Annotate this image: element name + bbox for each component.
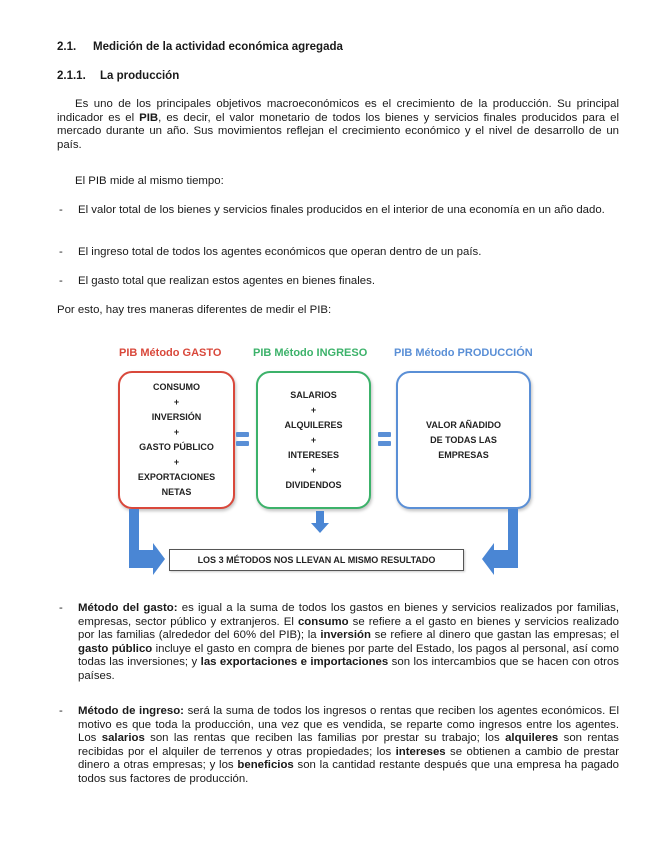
section-heading [57, 41, 343, 53]
text-run: incluye el gasto en compra de bienes por parte del Estado, los pagos al personal, así como todas las inversiones; y [78, 642, 619, 669]
plus-sign: + [310, 404, 317, 415]
box-item: DIVIDENDOS [285, 479, 342, 490]
text-run: son los intercambios que se hacen con otros países. [78, 656, 620, 682]
plus-sign: + [310, 434, 317, 445]
method-gasto-text [78, 602, 619, 684]
list-item-text: El ingreso total de todos los agentes económicos que operan dentro de un país. [78, 246, 482, 258]
intro-text: Es uno de los principales objetivos macroeconómicos es el crecimiento de la producción. Su principal indicador es el [57, 98, 619, 124]
intro-text-end: , es decir, el valor monetario de todos los bienes y servicios finales producidos para el mercado durante un año. Sus movimientos reflejan el crecimiento económico y el nivel de desarrollo de un país. [57, 111, 619, 151]
section-title: Medición de la actividad económica agregada [93, 41, 343, 53]
box-item: EXPORTACIONES [137, 472, 216, 482]
bold-term: Método del gasto: [78, 602, 178, 614]
bold-term: Método de ingreso: [78, 705, 184, 717]
dash-marker: - [59, 602, 63, 614]
right-arrow-icon [482, 509, 518, 575]
plus-sign: + [173, 457, 180, 467]
text-run: será la suma de todos los ingresos o rentas que reciben los agentes económicos. El motivo es que toda la producción, una vez que es vendida, se reparte como ingresos entre los agentes. Los [78, 705, 619, 745]
arrows-layer [113, 343, 536, 583]
box-item: INVERSIÓN [151, 412, 202, 422]
text-run: son rentas recibidas por el alquiler de terrenos y otras propiedades; los [78, 732, 620, 758]
box-line: VALOR AÑADIDO [426, 419, 501, 430]
box-item: CONSUMO [153, 382, 200, 392]
bold-term: intereses [395, 745, 446, 758]
box-item: GASTO PÚBLICO [139, 442, 214, 452]
produccion-title: PIB Método PRODUCCIÓN [394, 347, 533, 359]
section-number: 2.1. [57, 41, 77, 53]
box-item: ALQUILERES [284, 419, 343, 430]
subsection-number: 2.1.1. [57, 70, 86, 82]
bold-term: consumo [297, 615, 349, 628]
bold-term: gasto público [78, 642, 153, 655]
bold-term: salarios [101, 732, 145, 745]
text-run: se refiere a el gasto en bienes y servicios realizado por las familias (alrededor del 60% del PIB); la [78, 615, 619, 642]
box-item: NETAS [161, 487, 192, 497]
ingreso-title: PIB Método INGRESO [253, 347, 368, 359]
dash-marker: - [59, 204, 63, 216]
measures-lead: El PIB mide al mismo tiempo: [75, 175, 224, 187]
dash-marker: - [59, 705, 63, 717]
left-arrow-icon [129, 509, 165, 575]
result-box: LOS 3 MÉTODOS NOS LLEVAN AL MISMO RESULTADO [169, 549, 464, 571]
box-line: EMPRESAS [438, 449, 489, 460]
list-item-text: El valor total de los bienes y servicios finales producidos en el interior de una economía en un año dado. [78, 204, 605, 216]
method-ingreso-text [78, 705, 619, 787]
plus-sign: + [173, 397, 180, 407]
bold-term: las exportaciones e importaciones [200, 656, 389, 669]
subsection-heading [57, 70, 179, 82]
dash-marker: - [59, 246, 63, 258]
pib-methods-diagram [113, 343, 536, 583]
subsection-title: La producción [100, 70, 180, 82]
list-item-text: El gasto total que realizan estos agentes en bienes finales. [78, 275, 375, 287]
bold-term: inversión [320, 629, 371, 642]
methods-lead: Por esto, hay tres maneras diferentes de medir el PIB: [57, 304, 332, 316]
bold-term: beneficios [237, 759, 294, 772]
box-line: DE TODAS LAS [430, 434, 497, 445]
down-arrow-icon [311, 511, 329, 533]
text-run: se refiere al dinero que gastan las empresas; el [370, 629, 620, 642]
box-item: INTERESES [287, 449, 339, 460]
text-run: son la cantidad restante después que una empresa ha pagado todos sus factores de producción. [78, 759, 620, 785]
plus-sign: + [310, 464, 317, 475]
bold-term: alquileres [505, 732, 559, 745]
text-run: es igual a la suma de todos los gastos en bienes y servicios realizados por familias, empresas, sector público y extranjeros. El [78, 602, 619, 628]
text-run: se obtienen a cambio de prestar dinero a otras empresas; y los [78, 745, 619, 772]
plus-sign: + [173, 427, 180, 437]
gasto-title: PIB Método GASTO [119, 347, 222, 359]
box-item: SALARIOS [290, 389, 337, 400]
text-run: son las rentas que reciben las familias por prestar su trabajo; los [144, 732, 506, 745]
intro-paragraph [57, 98, 619, 152]
dash-marker: - [59, 275, 63, 287]
intro-pib-bold: PIB [139, 111, 159, 124]
